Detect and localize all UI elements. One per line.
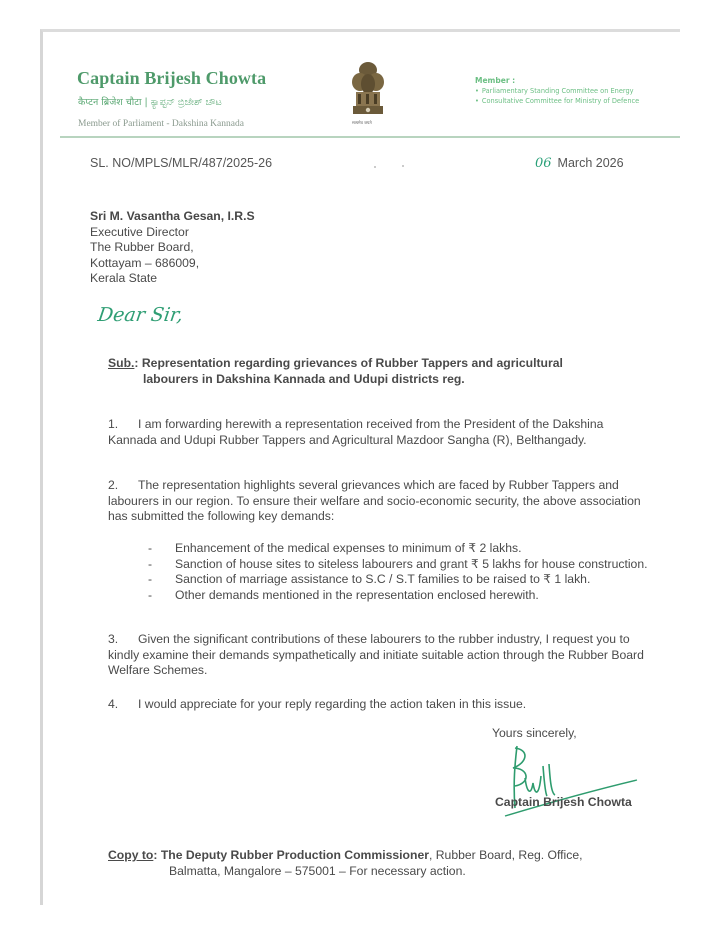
reference-number: SL. NO/MPLS/MLR/487/2025-26 [90, 156, 273, 170]
valediction: Yours sincerely, [492, 726, 577, 740]
paragraph-1: 1. I am forwarding herewith a representation received from the President of the Dakshina Kannada and Udupi Rubber Tappers and Agricultural Mazdoor Sangha (R), Belthangady. [108, 417, 604, 447]
demand-item: - Enhancement of the medical expenses to minimum of ₹ 2 lakhs. [148, 541, 522, 555]
paragraph-2: 2. The representation highlights several grievances which are faced by Rubber Tappers and labourers in our region. To ensure their welfare and socio-economic security, the above association has submitted the following key demands: [108, 478, 641, 523]
national-emblem-icon [348, 60, 388, 126]
membership-item: • Parliamentary Standing Committee on Energy [475, 87, 634, 95]
demand-item: - Sanction of house sites to siteless labourers and grant ₹ 5 lakhs for house construction. [148, 556, 648, 571]
copy-to-recipient: The Deputy Rubber Production Commissioner [160, 848, 429, 862]
subject-line-2: labourers in Dakshina Kannada and Udupi districts reg. [143, 371, 465, 386]
paragraph-number: 4. [108, 697, 119, 711]
signer-name: Captain Brijesh Chowta [495, 795, 632, 809]
member-title: Member : [475, 76, 516, 85]
demands-list [148, 541, 648, 603]
paragraph-number: 2. [108, 478, 119, 492]
bullet-icon: • [475, 97, 479, 105]
subject-block: Sub.: Representation regarding grievances of Rubber Tappers and agricultural labourers in Dakshina Kannada and Udupi districts reg. [108, 356, 638, 387]
letterhead-native-name: कैप्टन ब्रिजेश चौटा | ಕ್ಯಾಪ್ಟನ್ ಬ್ರಿಜೇಶ್ ಚೌಟ [78, 97, 222, 108]
copy-to-address: Balmatta, Mangalore – 575001 – For necessary action. [169, 863, 466, 878]
bullet-icon: • [475, 87, 479, 95]
date-month-year: March 2026 [557, 156, 624, 170]
copy-to-label: Copy to [108, 848, 154, 862]
emblem-caption: सत्यमेव जयते [352, 120, 372, 125]
letter-date [535, 156, 624, 171]
demand-item: - Other demands mentioned in the representation enclosed herewith. [148, 587, 539, 602]
demand-item: - Sanction of marriage assistance to S.C / S.T families to be raised to ₹ 1 lakh. [148, 572, 591, 586]
addressee-line: Kerala State [90, 271, 158, 285]
paragraph-4: 4. I would appreciate for your reply regarding the action taken in this issue. [108, 697, 527, 711]
scan-speck [374, 166, 376, 168]
handwritten-salutation: Dear Sir, [96, 304, 185, 326]
addressee-block [90, 209, 255, 287]
header-divider [60, 136, 680, 138]
paragraph-number: 1. [108, 417, 119, 431]
scan-speck [402, 165, 404, 167]
addressee-line: Executive Director [90, 224, 189, 239]
addressee-line: The Rubber Board, [90, 240, 194, 254]
letterhead-name: Captain Brijesh Chowta [77, 68, 267, 88]
membership-item: • Consultative Committee for Ministry of Defence [475, 97, 640, 105]
subject-line-1: Representation regarding grievances of Rubber Tappers and agricultural [141, 356, 563, 370]
handwritten-day: 06 [535, 156, 552, 171]
paragraph-number: 3. [108, 632, 119, 646]
committee-memberships [475, 76, 639, 106]
copy-to-block: Copy to: The Deputy Rubber Production Commissioner, Rubber Board, Reg. Office, Balmatta, Mangalore – 575001 – For necessary action. [108, 848, 648, 879]
addressee-name: Sri M. Vasantha Gesan, I.R.S [90, 209, 255, 223]
paragraph-3: 3. Given the significant contributions of these labourers to the rubber industry, I request you to kindly examine their demands sympathetically and initiate suitable action through the Rubber Board Welfare Schemes. [108, 632, 644, 677]
addressee-line: Kottayam – 686009, [90, 255, 200, 270]
letterhead-role: Member of Parliament - Dakshina Kannada [78, 119, 244, 129]
subject-label: Sub. [108, 356, 135, 370]
